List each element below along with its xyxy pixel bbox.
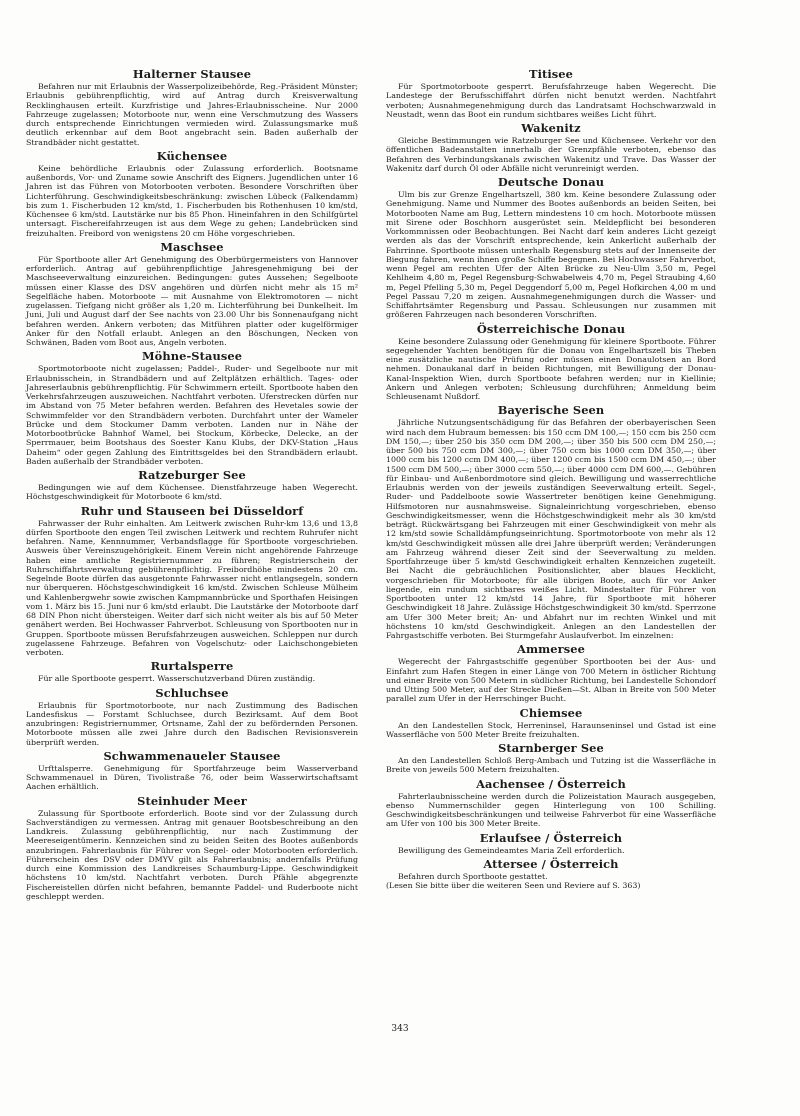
section-paragraph: Bedingungen wie auf dem Küchensee. Dienstfahrzeuge haben Wegerecht. Höchstgeschwindigkeit für Motorboote 6 km/std. <box>26 483 358 502</box>
section-paragraph: Bewilligung des Gemeindeamtes Maria Zell erforderlich. <box>398 845 625 855</box>
section-deutsche-donau <box>386 176 716 320</box>
left-column <box>26 68 358 901</box>
section-paragraph: Gleiche Bestimmungen wie Ratzeburger See und Küchensee. Verkehr vor den öffentlichen Badeanstalten innerhalb der Grenzpfähle verboten, ebenso das Befahren des Verbindungskanals zwischen Wakenitz und Trave. Das Wasser der Wakenitz darf durch Öl oder Abfälle nicht verunreinigt werden. <box>386 136 716 173</box>
section-paragraph: Für Sportmotorboote gesperrt. Berufsfahrzeuge haben Wegerecht. Die Landestege der Berufsschiffahrt dürfen nicht benutzt werden. Nachtfahrt verboten; Ausnahmegenehmigung durch das Landratsamt Hochschwarzwald in Neustadt, wenn das Boot ein rundum sichtbares weißes Licht führt. <box>386 82 716 119</box>
section-wakenitz <box>386 122 716 173</box>
section-heading: Deutsche Donau <box>497 175 605 189</box>
section-steinhuder-meer <box>26 795 358 902</box>
section-chiemsee <box>386 707 716 740</box>
section-paragraph: Für alle Sportboote gesperrt. Wasserschutzverband Düren zuständig. <box>38 674 316 684</box>
section-heading: Ruhr und Stauseen bei Düsseldorf <box>80 503 304 518</box>
section-bayerische-seen <box>386 404 716 640</box>
section-ratzeburger-see <box>26 469 358 502</box>
section-starnberger-see <box>386 742 716 775</box>
section-heading: Titisee <box>529 67 573 81</box>
section-paragraph: Keine besondere Zulassung oder Genehmigung für kleinere Sportboote. Führer segegehender Yachten benötigen für die Donau von Engelhartszell bis Theben eine zusätzliche nautische Prüfung oder müssen einen Donaulotsen an Bord nehmen. Donaukanal darf in beiden Richtungen, mit Bewilligung der Donau-Kanal-Inspektion Wien, durch Sportboote befahren werden; nur in Kiellinie; Ankern und Anlegen verboten; Schleusung durchführen; Anmeldung beim Schleusenamt Nußdorf. <box>386 336 716 401</box>
section-aachensee-oesterreich <box>386 778 716 829</box>
section-heading: Maschsee <box>160 239 224 254</box>
section-heading: Starnberger See <box>498 741 604 755</box>
section-paragraph: Zulassung für Sportboote erforderlich. Boote sind vor der Zulassung durch Sachverständigen zu vermessen. Antrag mit genauer Bootsbeschreibung an den Landkreis. Zulassung gebührenpflichtig, nur nach Zustimmung der Meereseigentümerin. Kennzeichen sind zu beiden Seiten des Bootes außenbords anzubringen. Fahrerlaubnis für Führer von Segel- oder Motorbooten erforderlich. Führerschein des DSV oder DMYV gilt als Fahrerlaubnis; andernfalls Prüfung durch eine Kommission des Landkreises Schaumburg-Lippe. Geschwindigkeit höchstens 10 km/std. Nachtfahrt verboten. Durch Pfähle abgegrenzte Fischereistellen dürfen nicht befahren, bemannte Paddel- und Ruderboote nicht geschleppt werden. <box>26 808 358 901</box>
section-heading: Schwammenaueler Stausee <box>103 748 281 763</box>
section-heading: Aachensee / Österreich <box>476 776 626 791</box>
section-paragraph: Wegerecht der Fahrgastschiffe gegenüber Sportbooten bei der Aus- und Einfahrt zum Hafen Stegen in einer Länge von 700 Metern in östlicher Richtung und einer Breite von 500 Metern in südlicher Richtung, bei Landestelle Schondorf und Utting 500 Meter, auf der Strecke Dießen—St. Alban in Breite von 500 Meter parallel zum Ufer in der Herrschinger Bucht. <box>386 657 716 704</box>
section-paragraph: An den Landestellen Schloß Berg-Ambach und Tutzing ist die Wasserfläche in Breite von jeweils 500 Metern freizuhalten. <box>386 756 716 775</box>
section-heading: Österreichische Donau <box>476 321 626 336</box>
section-titisee <box>386 68 716 119</box>
section-heading: Bayerische Seen <box>497 403 605 418</box>
section-attersee-oesterreich <box>386 858 716 891</box>
section-heading: Rurtalsperre <box>150 659 234 674</box>
page-number: 343 <box>391 1024 409 1034</box>
section-paragraph: Fahrwasser der Ruhr einhalten. Am Leitwerk zwischen Ruhr-km 13,6 und 13,8 dürfen Sportboote den engen Teil zwischen Leitwerk und rechtem Ruhrufer nicht befahren. Name, Kennnummer, Verbandsflagge für Sportboote vorgeschrieben. Ausweis über Vereinszugehörigkeit. Einem Verein nicht angehörende Fahrzeuge haben eine amtliche Registriernummer zu führen; Registrierschein der Ruhrschiffahrtsverwaltung gebührenpflichtig. Freibordhöhe mindestens 20 cm. Segelnde Boote dürfen das ausgetonnte Fahrwasser nicht entlangsegeln, sondern nur überqueren. Höchstgeschwindigkeit 16 km/std. Zwischen Schleuse Mülheim und Kahlenbergwehr sowie zwischen Kampmannbrücke und Sporthafen Heisingen vom 1. März bis 15. Juni nur 6 km/std erlaubt. Die Lautstärke der Motorboote darf 68 DIN Phon nicht übersteigen. Weiter darf sich nicht weiter als bis auf 50 Meter genähert werden. Bei Hochwasser Fahrverbot. Schleusung von Sportbooten nur in Gruppen. Sportboote müssen Berufsfahrzeugen ausweichen. Schleppen nur durch zugelassene Fahrzeuge. Befahren von Vogelschutz- oder Laichschongebieten verboten. <box>26 518 358 657</box>
section-paragraph: Jährliche Nutzungsentschädigung für das Befahren der oberbayerischen Seen wird nach dem Hubraum bemessen: bis 150 ccm DM 100,—; 150 ccm bis 250 ccm DM 150,—; über 250 bis 350 ccm DM 200,—; über 350 bis 500 ccm DM 250,—; über 500 bis 750 ccm DM 300,—; über 750 ccm bis 1000 ccm DM 350,—; über 1000 ccm bis 1200 ccm DM 400,—; über 1200 ccm bis 1500 ccm DM 450,—; über 1500 ccm DM 500,—; über 3000 ccm 550,—; über 4000 ccm DM 600,—. Gebühren für Einbau- und Außenbordmotore sind gleich. Bewilligung und wasserrechtliche Erlaubnis werden von der jeweils zuständigen Seeverwaltung erteilt. Segel-, Ruder- und Paddelboote sowie Wassertreter benötigen keine Genehmigung. Hilfsmotoren nur ausnahmsweise. Signaleinrichtung vorgeschrieben, ebenso Geschwindigkeitsmesser, wenn die Höchstgeschwindigkeit mehr als 30 km/std beträgt. Rückwärtsgang bei Fahrzeugen mit einer Geschwindigkeit von mehr als 12 km/std sowie Schalldämpfungseinrichtung. Sportmotorboote von mehr als 12 km/std Geschwindigkeit müssen alle drei Jahre überprüft werden; Veränderungen am Fahrzeug während dieser Zeit sind der Seeverwaltung zu melden. Sportfahrzeuge über 5 km/std Geschwindigkeit erhalten Kennzeichen zugeteilt. Bei Nacht die gebräuchlichen Positionslichter, aber blaues Hecklicht, vorgeschrieben für Motorboote; für alle übrigen Boote, auch für vor Anker liegende, ein rundum sichtbares weißes Licht. Mindestalter für Führer von Sportbooten unter 12 km/std 14 Jahre, für Sportboote mit höherer Geschwindigkeit 18 Jahre. Zulässige Höchstgeschwindigkeit 30 km/std. Sperrzone am Ufer 300 Meter breit; An- und Abfahrt nur im rechten Winkel und mit höchstens 10 km/std Geschwindigkeit. Anlegen an den Landestellen der Fahrgastschiffe verboten. Bei Sturmgefahr Auslaufverbot. Im einzelnen: <box>386 418 716 640</box>
section-paragraph: Für Sportboote aller Art Genehmigung des Oberbürgermeisters von Hannover erforderlich. Antrag auf gebührenpflichtige Jahresgenehmigung bei der Maschseeverwaltung einzureichen. Bedingungen: gutes Aussehen; Segelboote müssen einer Klasse des DSV angehören und dürfen nicht mehr als 15 m² Segelfläche haben. Motorboote — mit Ausnahme von Elektromotoren — nicht zugelassen. Tiefgang nicht größer als 1,20 m. Lichterführung bei Dunkelheit. Im Juni, Juli und August darf der See nachts von 23.00 Uhr bis Sonnenaufgang nicht befahren werden. Ankern verboten; das Mitführen platter oder kugelförmiger Anker für den Notfall erlaubt. Anlegen an den Böschungen, Necken von Schwänen, Baden vom Boot aus, Angeln verboten. <box>26 254 358 347</box>
section-paragraph: Erlaubnis für Sportmotorboote, nur nach Zustimmung des Badischen Landesfiskus — Forstamt Schluchsee, durch Bezirksamt. Auf dem Boot anzubringen: Registriernummer, Ortsname, Zahl der zu befördernden Personen. Motorboote müssen alle zwei Jahre durch den Badischen Revisionsverein überprüft werden. <box>26 700 358 747</box>
section-heading: Wakenitz <box>521 121 581 135</box>
section-heading: Erlaufsee / Österreich <box>479 830 623 845</box>
section-erlaufsee-oesterreich <box>386 832 716 855</box>
section-paragraph: Urfttalsperre. Genehmigung für Sportfahrzeuge beim Wasserverband Schwammenauel in Düren, Tivolistraße 76, oder beim Wasserwirtschaftsamt Aachen erhältlich. <box>26 763 358 792</box>
section-paragraph: Befahren nur mit Erlaubnis der Wasserpolizeibehörde, Reg.-Präsident Münster; Erlaubnis gebührenpflichtig, wird auf Antrag durch Kreisverwaltung Recklinghausen erteilt. Kurzfristige und Jahres-Erlaubnisscheine. Nur 2000 Fahrzeuge zugelassen; Motorboote nur, wenn eine Verschmutzung des Wassers durch entsprechende Einrichtungen vermieden wird. Zulassungsmarke muß deutlich erkennbar auf dem Boot angebracht sein. Baden außerhalb der Strandbäder nicht gestattet. <box>26 82 358 147</box>
section-paragraph: Ulm bis zur Grenze Engelhartszell, 380 km. Keine besondere Zulassung oder Genehmigung. Name und Nummer des Bootes außenbords an beiden Seiten, bei Motorbooten Name am Bug, Lettern mindestens 10 cm hoch. Motorboote müssen mit Sirene oder Boschhorn ausgerüstet sein. Meldepflicht bei besonderen Vorkommnissen oder Beobachtungen. Bei Nacht darf kein anderes Licht gezeigt werden als das der Vorschrift entsprechende, kein Ankerlicht außerhalb der Fahrrinne. Sportboote müssen unterhalb Regensburg stets auf der Innenseite der Biegung fahren, wenn ihnen große Schiffe begegnen. Bei Hochwasser Fahrverbot, wenn Pegel am rechten Ufer der Alten Brücke zu Neu-Ulm 3,50 m, Pegel Kehlheim 4,80 m, Pegel Regensburg-Schwabelweis 4,70 m, Pegel Straubing 4,60 m, Pegel Pfelling 5,30 m, Pegel Deggendorf 5,00 m, Pegel Hofkirchen 4,00 m und Pegel Passau 7,20 m zeigen. Ausnahmegenehmigungen durch die Wasser- und Schiffahrtsämter Regensburg und Passau. Schleusungen nur zusammen mit größeren Fahrzeugen nach besonderen Vorschriften. <box>386 190 716 320</box>
section-moehne-stausee <box>26 350 358 466</box>
section-kuechensee <box>26 150 358 238</box>
right-column <box>386 68 716 890</box>
section-heading: Schluchsee <box>155 685 229 700</box>
section-paragraph: (Lesen Sie bitte über die weiteren Seen und Reviere auf S. 363) <box>386 881 641 890</box>
section-heading: Halterner Stausee <box>132 67 252 81</box>
section-paragraph: An den Landestellen Stock, Herreninsel, Haraunseninsel und Gstad ist eine Wasserfläche von 500 Meter Breite freizuhalten. <box>386 720 716 739</box>
section-heading: Küchensee <box>156 148 228 163</box>
section-oesterreichische-donau <box>386 323 716 402</box>
section-paragraph: Befahren durch Sportboote gestattet. <box>398 871 548 881</box>
section-paragraph: Fahrterlaubnisscheine werden durch die Polizeistation Maurach ausgegeben, ebenso Nummernschilder gegen Hinterlegung von 100 Schilling. Geschwindigkeitsbeschränkungen und teilweise Fahrverbot für eine Wasserfläche am Ufer von 100 bis 300 Meter Breite. <box>386 791 716 829</box>
section-schluchsee <box>26 687 358 747</box>
section-ammersee <box>386 643 716 703</box>
section-heading: Ammersee <box>517 642 585 657</box>
section-ruhr-und-stauseen-bei-duesseldorf <box>26 505 358 658</box>
section-heading: Möhne-Stausee <box>141 349 243 364</box>
section-paragraph: Sportmotorboote nicht zugelassen; Paddel-, Ruder- und Segelboote nur mit Erlaubnisschein, in Strandbädern und auf Zeltplätzen erhältlich. Tages- oder Jahreserlaubnis gebührenpflichtig. Für Schwimmern erteilt. Sportboote haben den Verkehrsfahrzeugen auszuweichen. Nachtfahrt verboten. Uferstrecken dürfen nur im Abstand von 75 Meter befahren werden. Befahren des Hevetales sowie der Schwimmfelder vor den Strandbädern verboten. Durchfahrt unter der Wameler Brücke und dem Stockumer Damm verboten. Landen nur in Nähe der Motorbootbrücke Bahnhof Wamel, bei Stockum, Körbecke, Delecke, an der Sperrmauer, beim Bootshaus des Soester Kanu Klubs, der DKV-Station „Haus Daheim“ oder gegen Zahlung des Eintrittsgeldes bei den Strandbädern erlaubt. Baden außerhalb der Strandbäder verboten. <box>26 364 358 466</box>
section-heading: Attersee / Österreich <box>483 856 619 871</box>
section-schwammenaueler-stausee <box>26 750 358 792</box>
section-heading: Chiemsee <box>519 705 583 720</box>
section-heading: Steinhuder Meer <box>137 793 247 808</box>
section-paragraph: Keine behördliche Erlaubnis oder Zulassung erforderlich. Bootsname außenbords, Vor- und Zuname sowie Anschrift des Eigners. Jugendlichen unter 16 Jahren ist das Führen von Motorbooten verboten. Besondere Vorschriften über Lichterführung. Geschwindigkeitsbeschränkung: zwischen Lübeck (Falkendamm) bis zum 1. Fischerbuden 12 km/std, 1. Fischerbuden bis Rothenhusen 10 km/std, Küchensee 6 km/std. Lautstärke nur bis 85 Phon. Hineinfahren in den Schilfgürtel untersagt. Fischereifahrzeugen ist aus dem Wege zu gehen; Landebrücken sind freizuhalten. Freibord von wenigstens 20 cm Höhe vorgeschrieben. <box>26 163 358 238</box>
section-heading: Ratzeburger See <box>138 468 246 482</box>
section-maschsee <box>26 241 358 348</box>
section-halterner-stausee <box>26 68 358 147</box>
section-rurtalsperre <box>26 660 358 683</box>
